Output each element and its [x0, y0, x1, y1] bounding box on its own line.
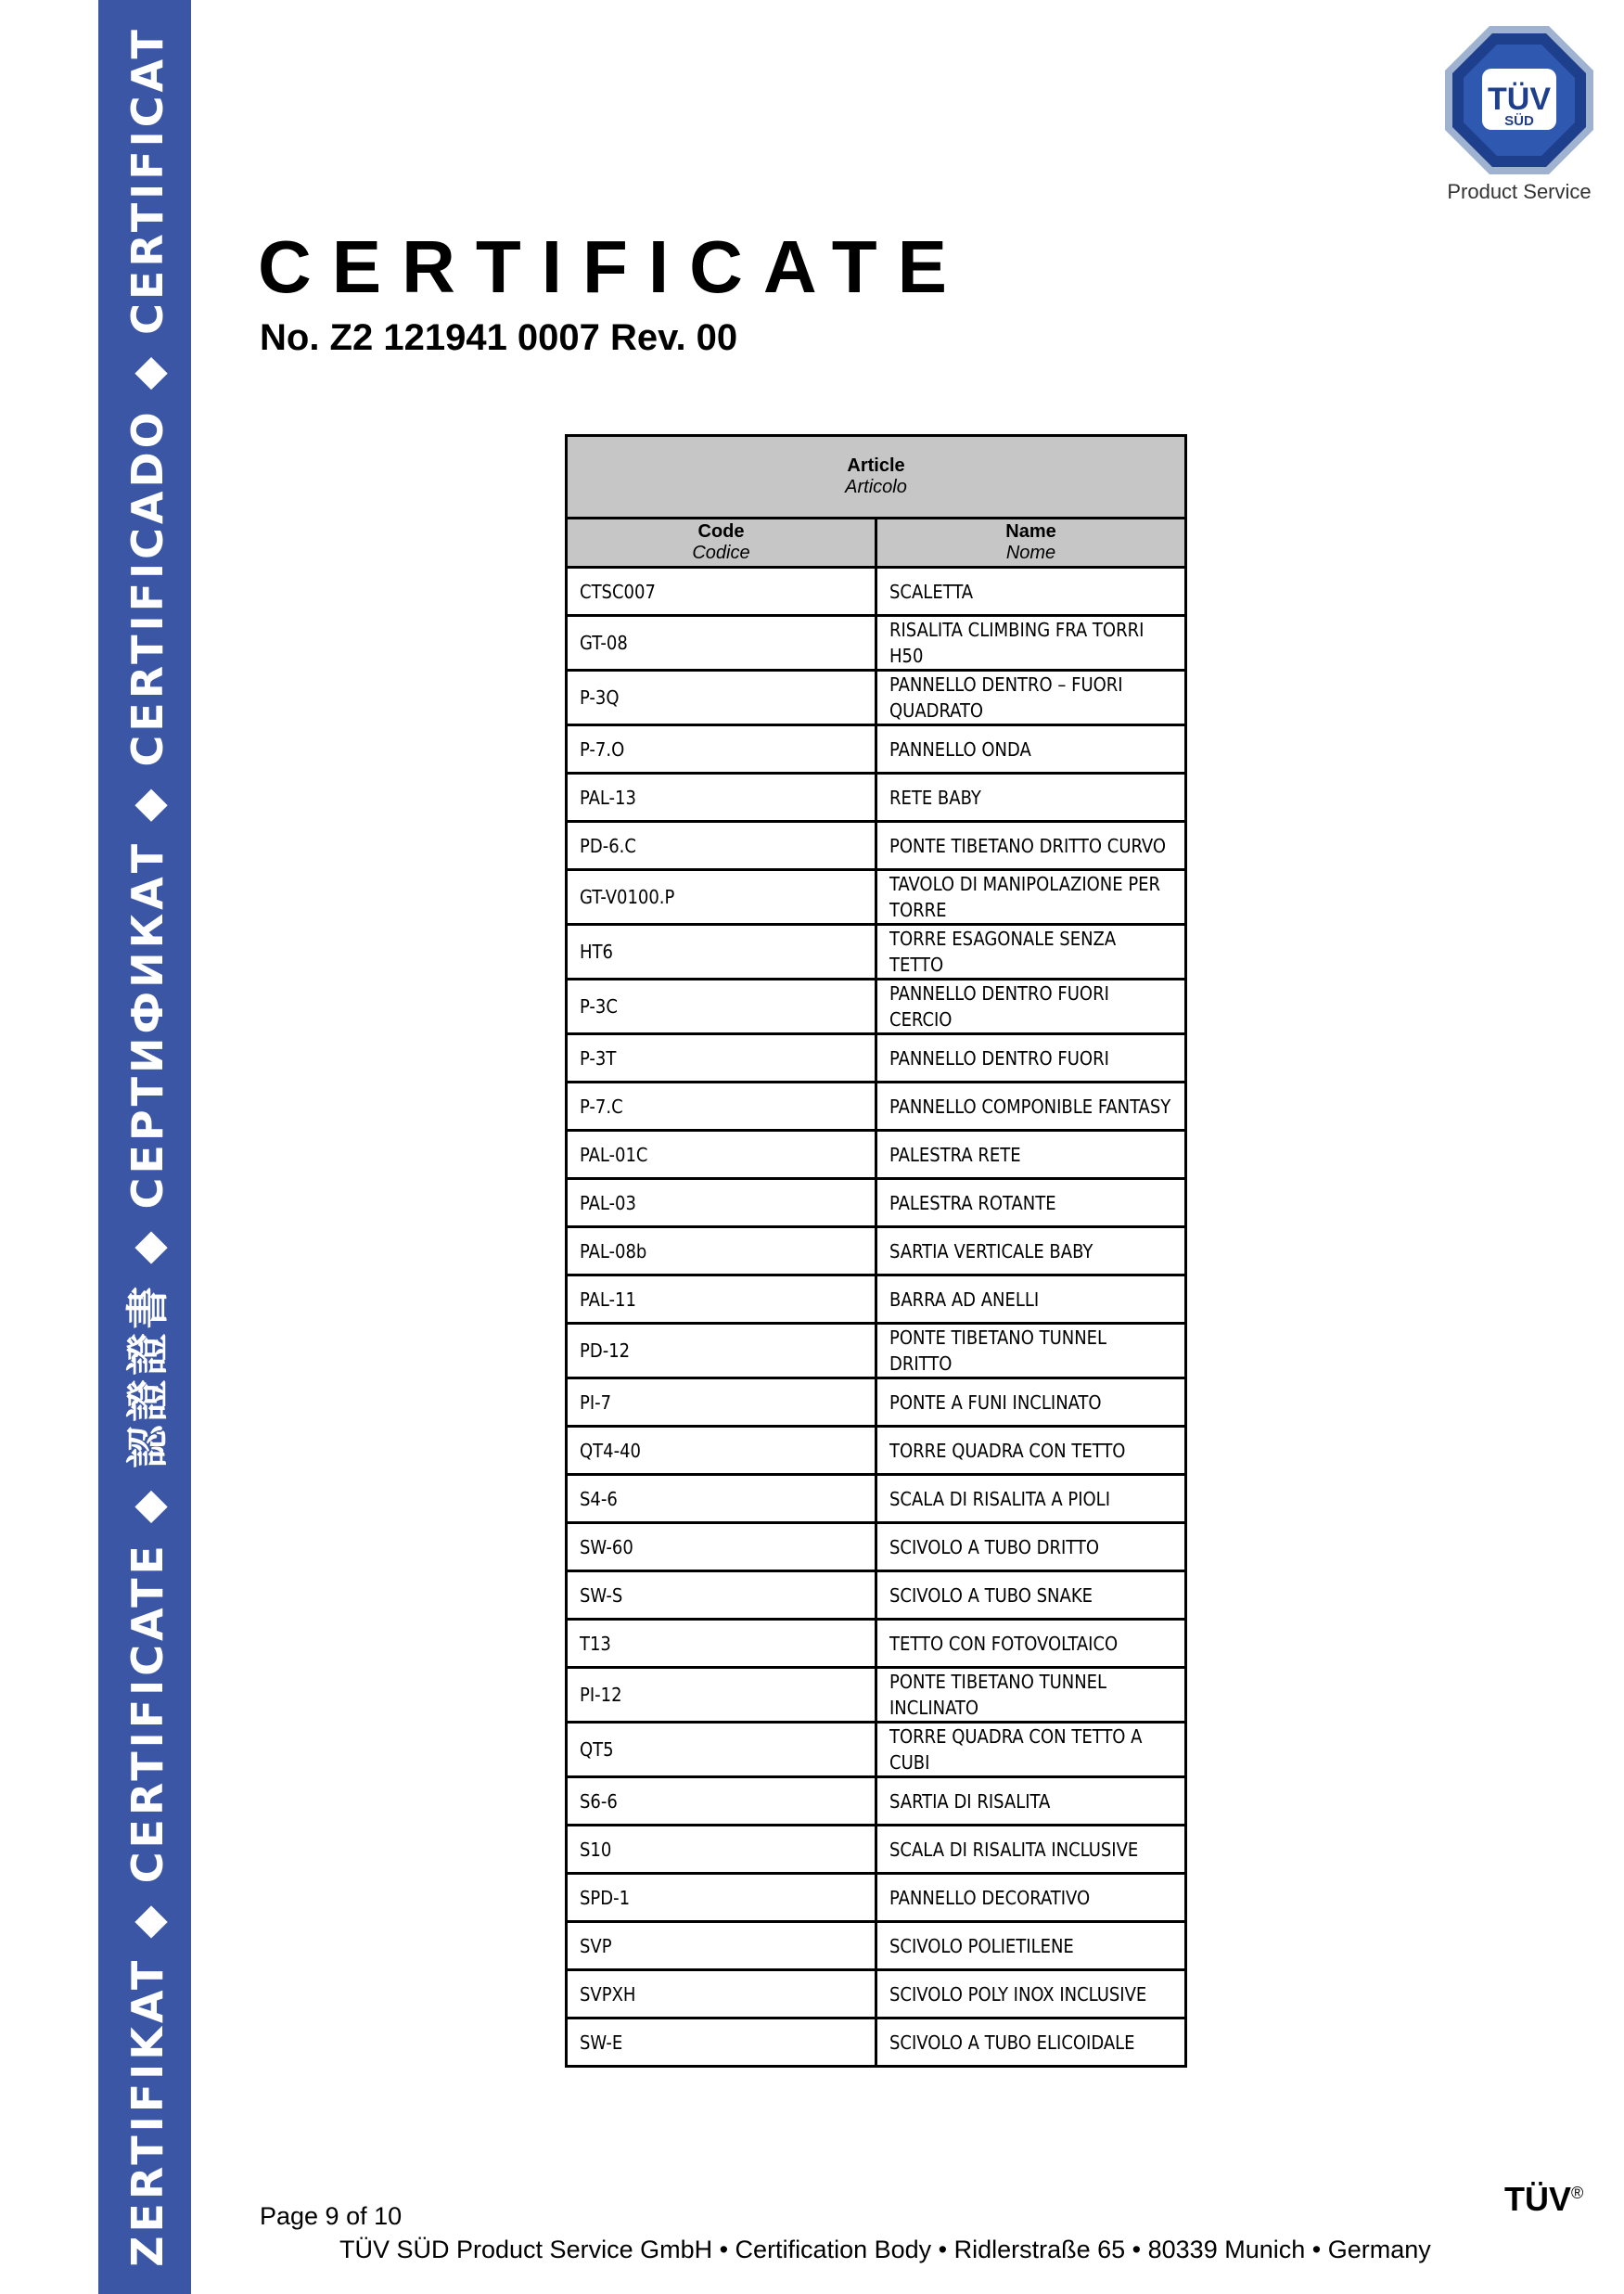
table-row [567, 1427, 1186, 1475]
page-number: Page 9 of 10 [260, 2202, 403, 2230]
table-row [567, 616, 1186, 671]
article-name: SCIVOLO POLIETILENE [876, 1922, 1186, 1970]
article-code: GT-V0100.P [567, 870, 876, 925]
column-header-code [567, 519, 876, 568]
side-band-text: ZERTIFIKAT ◆ CERTIFICATE ◆ 認證證書 ◆ СЕРТИФИКАТ ◆ CERTIFICADO ◆ CERTIFICAT [122, 26, 173, 2267]
logo-mark-subtext: SÜD [1504, 113, 1534, 129]
table-row [567, 671, 1186, 725]
article-header-label: Article [847, 455, 905, 476]
article-name: SCIVOLO A TUBO ELICOIDALE [876, 2018, 1186, 2067]
column-sublabel-code: Codice [692, 543, 750, 563]
table-row [567, 1523, 1186, 1571]
table-row [567, 774, 1186, 822]
article-code: P-7.O [567, 725, 876, 774]
page-title: CERTIFICATE [258, 225, 967, 308]
article-name: BARRA AD ANELLI [876, 1275, 1186, 1324]
table-row [567, 1378, 1186, 1427]
article-code: SW-E [567, 2018, 876, 2067]
article-code: SW-S [567, 1571, 876, 1620]
article-code: S4-6 [567, 1475, 876, 1523]
article-code: PAL-11 [567, 1275, 876, 1324]
article-name: RISALITA CLIMBING FRA TORRI H50 [876, 616, 1186, 671]
table-row [567, 1475, 1186, 1523]
article-name: PONTE A FUNI INCLINATO [876, 1378, 1186, 1427]
tuv-sud-logo [1428, 22, 1610, 204]
article-header-sublabel: Articolo [845, 477, 907, 497]
article-code: PI-12 [567, 1668, 876, 1723]
article-name: SCIVOLO A TUBO SNAKE [876, 1571, 1186, 1620]
table-row [567, 1034, 1186, 1083]
column-sublabel-name: Nome [1005, 543, 1056, 563]
column-header-name [876, 519, 1186, 568]
footer-tuv-logo [1504, 2180, 1583, 2219]
article-code: SVP [567, 1922, 876, 1970]
article-code: SVPXH [567, 1970, 876, 2018]
column-label-name: Name [1005, 521, 1056, 542]
table-row [567, 1668, 1186, 1723]
column-label-code: Code [697, 521, 745, 542]
table-row [567, 1777, 1186, 1826]
article-name: PALESTRA ROTANTE [876, 1179, 1186, 1227]
table-row [567, 568, 1186, 616]
article-name: TETTO CON FOTOVOLTAICO [876, 1620, 1186, 1668]
article-name: TAVOLO DI MANIPOLAZIONE PER TORRE [876, 870, 1186, 925]
article-name: PALESTRA RETE [876, 1131, 1186, 1179]
table-row [567, 1620, 1186, 1668]
table-row [567, 1275, 1186, 1324]
article-name: PANNELLO DECORATIVO [876, 1874, 1186, 1922]
article-name: SARTIA VERTICALE BABY [876, 1227, 1186, 1275]
article-group-header [567, 436, 1186, 519]
article-name: SARTIA DI RISALITA [876, 1777, 1186, 1826]
article-table [565, 434, 1187, 2068]
certificate-number: No. Z2 121941 0007 Rev. 00 [260, 317, 738, 358]
article-code: S10 [567, 1826, 876, 1874]
article-name: SCALETTA [876, 568, 1186, 616]
logo-caption: Product Service [1447, 180, 1592, 203]
article-code: P-3C [567, 980, 876, 1034]
footer-address: TÜV SÜD Product Service GmbH • Certification Body • Ridlerstraße 65 • 80339 Munich • Germany [339, 2236, 1431, 2263]
table-row [567, 1723, 1186, 1777]
article-name: PANNELLO ONDA [876, 725, 1186, 774]
article-name: TORRE QUADRA CON TETTO [876, 1427, 1186, 1475]
article-name: PONTE TIBETANO TUNNEL INCLINATO [876, 1668, 1186, 1723]
article-code: HT6 [567, 925, 876, 980]
logo-mark-text: TÜV [1488, 82, 1551, 117]
table-row [567, 1826, 1186, 1874]
article-code: CTSC007 [567, 568, 876, 616]
table-row [567, 1970, 1186, 2018]
registered-mark: ® [1571, 2184, 1584, 2202]
tuv-octagon-icon [1441, 22, 1597, 178]
table-row [567, 1922, 1186, 1970]
article-code: SPD-1 [567, 1874, 876, 1922]
article-name: PONTE TIBETANO TUNNEL DRITTO [876, 1324, 1186, 1378]
article-name: SCIVOLO A TUBO DRITTO [876, 1523, 1186, 1571]
article-name: PANNELLO COMPONIBLE FANTASY [876, 1083, 1186, 1131]
article-code: PD-12 [567, 1324, 876, 1378]
article-name: SCALA DI RISALITA A PIOLI [876, 1475, 1186, 1523]
article-code: PAL-08b [567, 1227, 876, 1275]
article-code: PAL-01C [567, 1131, 876, 1179]
article-code: S6-6 [567, 1777, 876, 1826]
article-code: PI-7 [567, 1378, 876, 1427]
article-code: T13 [567, 1620, 876, 1668]
article-code: PAL-13 [567, 774, 876, 822]
footer-logo-text: TÜV [1504, 2180, 1571, 2218]
table-row [567, 725, 1186, 774]
table-row [567, 1571, 1186, 1620]
table-row [567, 870, 1186, 925]
article-code: QT5 [567, 1723, 876, 1777]
table-row [567, 1179, 1186, 1227]
table-row [567, 1874, 1186, 1922]
table-row [567, 925, 1186, 980]
article-code: P-7.C [567, 1083, 876, 1131]
article-name: PANNELLO DENTRO FUORI [876, 1034, 1186, 1083]
article-code: PD-6.C [567, 822, 876, 870]
table-row [567, 1131, 1186, 1179]
article-code: SW-60 [567, 1523, 876, 1571]
article-code: PAL-03 [567, 1179, 876, 1227]
article-code: GT-08 [567, 616, 876, 671]
article-code: QT4-40 [567, 1427, 876, 1475]
article-name: PANNELLO DENTRO FUORI CERCIO [876, 980, 1186, 1034]
table-row [567, 1083, 1186, 1131]
article-name: SCALA DI RISALITA INCLUSIVE [876, 1826, 1186, 1874]
article-name: TORRE ESAGONALE SENZA TETTO [876, 925, 1186, 980]
article-code: P-3Q [567, 671, 876, 725]
table-row [567, 2018, 1186, 2067]
article-name: PANNELLO DENTRO – FUORI QUADRATO [876, 671, 1186, 725]
article-name: RETE BABY [876, 774, 1186, 822]
table-row [567, 1324, 1186, 1378]
article-name: TORRE QUADRA CON TETTO A CUBI [876, 1723, 1186, 1777]
table-row [567, 822, 1186, 870]
table-row [567, 980, 1186, 1034]
table-row [567, 1227, 1186, 1275]
article-name: SCIVOLO POLY INOX INCLUSIVE [876, 1970, 1186, 2018]
article-code: P-3T [567, 1034, 876, 1083]
article-name: PONTE TIBETANO DRITTO CURVO [876, 822, 1186, 870]
